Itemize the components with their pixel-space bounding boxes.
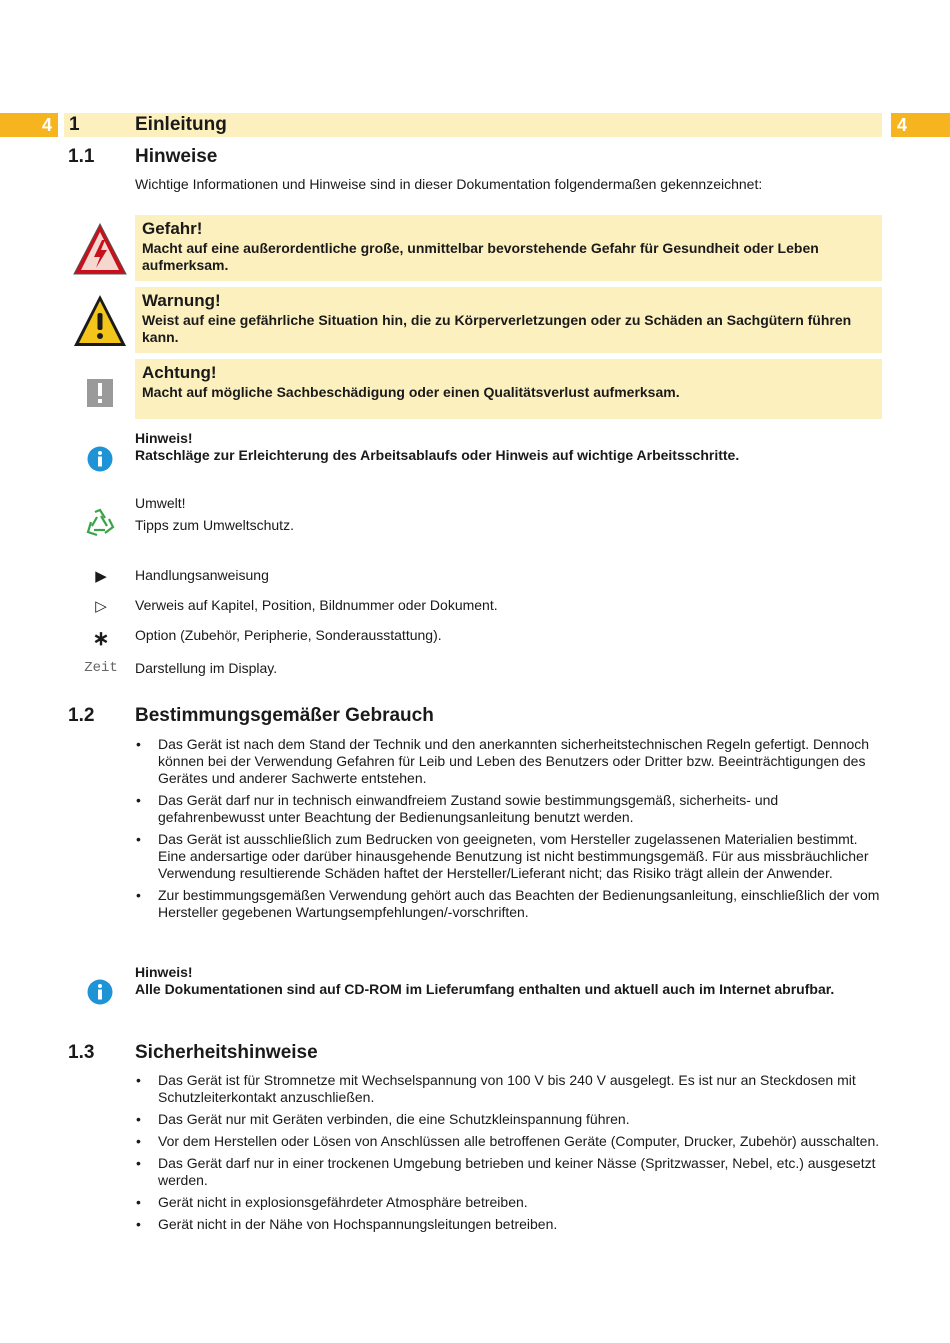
chapter-title: Einleitung (135, 114, 227, 135)
note-title: Hinweis! (135, 964, 193, 980)
section-number: 1.1 (68, 146, 95, 167)
warning-title: Warnung! (142, 291, 221, 310)
list-item: • Das Gerät ist nach dem Stand der Technik und den anerkannten sicherheitstechnischen Regeln gefertigt. Dennoch können bei der Verwendung Gefahren für Leib und Leben des Benutzers oder Dritter bzw. Beeinträchtigungen des Gerätes und anderer Sachwerte entstehen. (135, 736, 880, 787)
note-title: Hinweis! (135, 430, 193, 446)
section-number: 1.2 (68, 705, 95, 726)
exclamation-icon (70, 378, 130, 408)
environment-text: Tipps zum Umweltschutz. (135, 517, 294, 533)
section-title: Bestimmungsgemäßer Gebrauch (135, 705, 434, 726)
info-icon (70, 979, 130, 1005)
page-number-right: 4 (891, 113, 950, 137)
display-sample: Zeit (84, 660, 118, 676)
reference-arrow-icon: ▷ (95, 598, 107, 615)
safety-list (135, 1072, 880, 1238)
list-item: • Das Gerät darf nur in technisch einwandfreiem Zustand sowie bestimmungsgemäß, sicherheits- und gefahrenbewusst unter Beachtung der Bedienungsanleitung benutzt werden. (135, 792, 880, 826)
option-text: Option (Zubehör, Peripherie, Sonderausstattung). (135, 627, 442, 643)
danger-box (135, 215, 882, 281)
caution-title: Achtung! (142, 363, 217, 382)
list-item: • Gerät nicht in der Nähe von Hochspannungsleitungen betreiben. (135, 1216, 880, 1233)
usage-list (135, 736, 880, 926)
warning-text: Weist auf eine gefährliche Situation hin, die zu Körperverletzungen oder zu Schäden an Sachgütern führen kann. (142, 312, 852, 345)
recycle-icon (70, 508, 130, 538)
list-item: • Das Gerät darf nur in einer trockenen Umgebung betrieben und keiner Nässe (Spritzwasser, Nebel, etc.) ausgesetzt werden. (135, 1155, 880, 1189)
section-intro: Wichtige Informationen und Hinweise sind in dieser Dokumentation folgendermaßen gekennzeichnet: (135, 176, 763, 192)
list-item: • Das Gerät nur mit Geräten verbinden, die eine Schutzkleinspannung führen. (135, 1111, 880, 1128)
list-item: • Zur bestimmungsgemäßen Verwendung gehört auch das Beachten der Bedienungsanleitung, einschließlich der vom Hersteller gegebenen Wartungsempfehlungen/-vorschriften. (135, 887, 880, 921)
section-title: Hinweise (135, 146, 218, 167)
list-item: • Vor dem Herstellen oder Lösen von Anschlüssen alle betroffenen Geräte (Computer, Drucker, Zubehör) ausschalten. (135, 1133, 880, 1150)
reference-text: Verweis auf Kapitel, Position, Bildnummer oder Dokument. (135, 597, 498, 613)
chapter-number: 1 (69, 114, 80, 135)
page-number-left: 4 (0, 113, 58, 137)
section-number: 1.3 (68, 1042, 95, 1063)
info-icon (70, 446, 130, 472)
list-item: • Gerät nicht in explosionsgefährdeter Atmosphäre betreiben. (135, 1194, 880, 1211)
action-arrow-icon: ▶ (95, 568, 107, 585)
action-text: Handlungsanweisung (135, 567, 269, 583)
section-title: Sicherheitshinweise (135, 1042, 318, 1063)
warning-box (135, 287, 882, 353)
note-text: Alle Dokumentationen sind auf CD-ROM im Lieferumfang enthalten und aktuell auch im Internet abrufbar. (135, 981, 835, 997)
high-voltage-warning-icon (70, 220, 130, 278)
option-asterisk-icon: ∗ (92, 628, 110, 650)
caution-box (135, 359, 882, 419)
note-text: Ratschläge zur Erleichterung des Arbeitsablaufs oder Hinweis auf wichtige Arbeitsschritte. (135, 447, 740, 463)
list-item: • Das Gerät ist für Stromnetze mit Wechselspannung von 100 V bis 240 V ausgelegt. Es ist nur an Steckdosen mit Schutzleiterkontakt anzuschließen. (135, 1072, 880, 1106)
danger-text: Macht auf eine außerordentliche große, unmittelbar bevorstehende Gefahr für Gesundheit oder Leben aufmerksam. (142, 240, 819, 273)
danger-title: Gefahr! (142, 219, 203, 238)
list-item: • Das Gerät ist ausschließlich zum Bedrucken von geeigneten, vom Hersteller zugelassenen Materialien bestimmt. Eine andersartige oder darüber hinausgehende Benutzung ist nicht bestimmungsgemäß. Für aus missbräuchlicher Verwendung resultierende Schäden haftet der Hersteller/Lieferant nicht; das Risiko trägt allein der Anwender. (135, 831, 880, 882)
environment-title: Umwelt! (135, 495, 186, 511)
display-text: Darstellung im Display. (135, 660, 278, 676)
warning-triangle-icon (70, 292, 130, 350)
caution-text: Macht auf mögliche Sachbeschädigung oder einen Qualitätsverlust aufmerksam. (142, 384, 680, 400)
